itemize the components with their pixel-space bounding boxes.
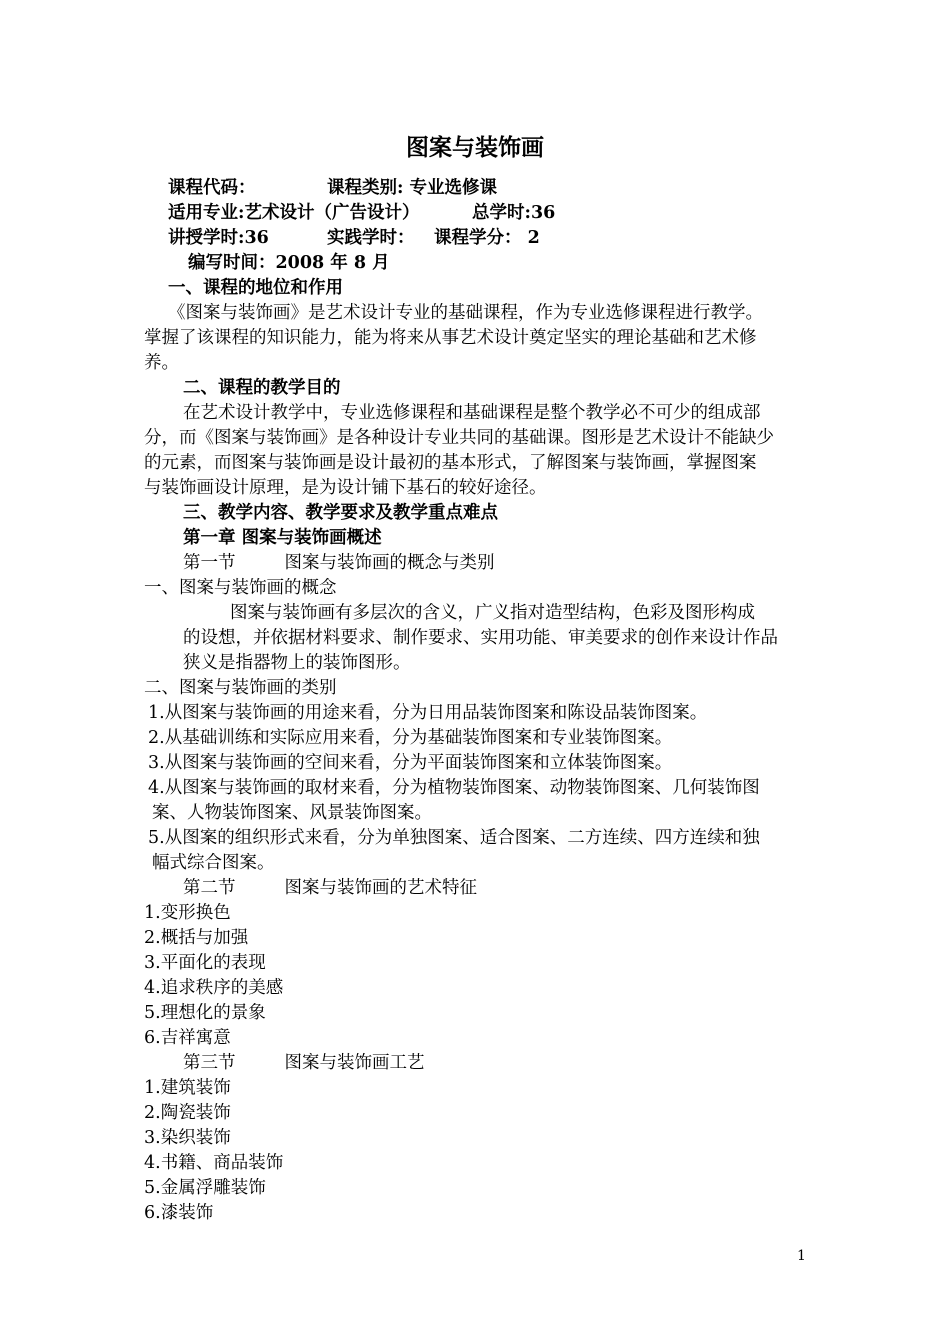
list-item: 5.金属浮雕装饰	[144, 1178, 266, 1198]
written-date: 编写时间：2008 年 8 月	[188, 253, 390, 273]
paragraph-line: 图案与装饰画有多层次的含义，广义指对造型结构，色彩及图形构成	[230, 603, 755, 623]
list-item: 3.平面化的表现	[144, 953, 266, 973]
paragraph-line: 《图案与装饰画》是艺术设计专业的基础课程，作为专业选修课程进行教学。	[168, 303, 763, 323]
paragraph-line: 与装饰画设计原理，是为设计铺下基石的较好途径。	[144, 478, 547, 498]
list-item: 1.从图案与装饰画的用途来看，分为日用品装饰图案和陈设品装饰图案。	[148, 703, 708, 723]
paragraph-line: 分，而《图案与装饰画》是各种设计专业共同的基础课。图形是艺术设计不能缺少	[144, 428, 774, 448]
topic-heading: 一、图案与装饰画的概念	[144, 578, 337, 598]
list-item: 4.追求秩序的美感	[144, 978, 284, 998]
course-type: 课程类别: 专业选修课	[327, 178, 498, 198]
lecture-hours: 讲授学时:36	[168, 228, 269, 248]
subsection-heading	[183, 551, 495, 576]
list-item: 5.理想化的景象	[144, 1003, 266, 1023]
list-item: 2.陶瓷装饰	[144, 1103, 231, 1123]
course-code: 课程代码：	[168, 178, 256, 198]
subsection-title: 图案与装饰画的艺术特征	[284, 878, 477, 898]
section-heading: 一、课程的地位和作用	[168, 278, 343, 298]
paragraph-line: 掌握了该课程的知识能力，能为将来从事艺术设计奠定坚实的理论基础和艺术修	[144, 328, 757, 348]
applicable-major: 适用专业:艺术设计（广告设计）	[168, 203, 420, 223]
section-heading: 二、课程的教学目的	[183, 378, 341, 398]
list-item-continuation: 案、人物装饰图案、风景装饰图案。	[152, 803, 432, 823]
subsection-number: 第一节	[183, 553, 236, 573]
list-item: 6.漆装饰	[144, 1203, 214, 1223]
total-hours: 总学时:36	[472, 203, 556, 223]
paragraph-line: 养。	[144, 353, 179, 373]
page-number: 1	[797, 1248, 806, 1264]
subsection-number: 第二节	[183, 878, 236, 898]
list-item: 1.建筑装饰	[144, 1078, 231, 1098]
paragraph-line: 狭义是指器物上的装饰图形。	[183, 653, 411, 673]
paragraph-line: 的设想，并依据材料要求、制作要求、实用功能、审美要求的创作来设计作品	[183, 628, 778, 648]
list-item-continuation: 幅式综合图案。	[152, 853, 275, 873]
subsection-heading	[183, 1051, 425, 1076]
list-item: 2.概括与加强	[144, 928, 249, 948]
list-item: 1.变形换色	[144, 903, 231, 923]
subsection-title: 图案与装饰画工艺	[284, 1053, 425, 1073]
list-item: 2.从基础训练和实际应用来看，分为基础装饰图案和专业装饰图案。	[148, 728, 673, 748]
paragraph-line: 的元素，而图案与装饰画是设计最初的基本形式，了解图案与装饰画，掌握图案	[144, 453, 757, 473]
list-item: 5.从图案的组织形式来看，分为单独图案、适合图案、二方连续、四方连续和独	[148, 828, 760, 848]
practice-hours: 实践学时：	[327, 228, 415, 248]
list-item: 4.书籍、商品装饰	[144, 1153, 284, 1173]
list-item: 6.吉祥寓意	[144, 1028, 231, 1048]
list-item: 3.染织装饰	[144, 1128, 231, 1148]
document-title: 图案与装饰画	[406, 134, 544, 161]
chapter-heading: 第一章 图案与装饰画概述	[183, 528, 382, 548]
course-credits: 课程学分： 2	[434, 228, 540, 248]
subsection-number: 第三节	[183, 1053, 236, 1073]
section-heading: 三、教学内容、教学要求及教学重点难点	[183, 503, 498, 523]
topic-heading: 二、图案与装饰画的类别	[144, 678, 337, 698]
list-item: 4.从图案与装饰画的取材来看，分为植物装饰图案、动物装饰图案、几何装饰图	[148, 778, 760, 798]
subsection-heading	[183, 876, 477, 901]
subsection-title: 图案与装饰画的概念与类别	[284, 553, 495, 573]
paragraph-line: 在艺术设计教学中，专业选修课程和基础课程是整个教学必不可少的组成部	[183, 403, 761, 423]
list-item: 3.从图案与装饰画的空间来看，分为平面装饰图案和立体装饰图案。	[148, 753, 673, 773]
